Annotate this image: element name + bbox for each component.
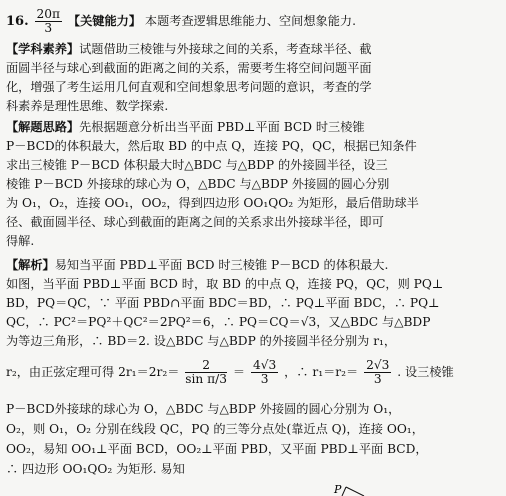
formula-line — [6, 352, 502, 392]
approach-tag: 【解题思路】 — [6, 120, 80, 134]
formula-fraction-1 — [185, 359, 227, 386]
question-number: 16. — [6, 14, 29, 29]
key-ability-text: 本题考查逻辑思维能力、空间想象能力. — [144, 14, 356, 28]
key-ability-tag: 【关键能力】 — [67, 14, 142, 28]
solution-line-3: BD，PQ＝QC，∵ 平面 PBD∩平面 BDC＝BD，∴ PQ⊥平面 BDC，∴ PQ⊥ — [6, 296, 440, 310]
approach-line-3: 求出三棱锥 P－BCD 体积最大时△BDC 与△BDP 的外接圆半径，设三 — [6, 158, 388, 172]
literacy-text-1: 试题借助三棱锥与外接球之间的关系，考查球半径、截 — [79, 42, 372, 56]
approach-line-7: 得解. — [6, 234, 35, 248]
literacy-line-3: 化，增强了考生运用几何直观和空间想象思考问题的意识，考查的学 — [6, 80, 372, 94]
figure-edge — [346, 487, 364, 496]
literacy-line-2: 面圆半径与球心到截面的距离之间的关系，需要考生将空间问题平面 — [6, 61, 372, 75]
solution-line-5: 为等边三角形，∴ BD＝2. 设△BDC 与△BDP 的外接圆半径分别为 r₁， — [6, 334, 397, 348]
solution-line-1 — [6, 256, 502, 274]
solution-line-2: 如图，当平面 PBD⊥平面 BCD 时，取 BD 的中点 Q，连接 PQ，QC，则 PQ⊥ — [6, 277, 444, 291]
approach-text-1: 先根据题意分析出当平面 PBD⊥平面 BCD 时三棱锥 — [79, 120, 365, 134]
formula-suffix: . 设三棱锥 — [397, 365, 454, 379]
solution-tag: 【解析】 — [6, 258, 55, 272]
literacy-line-1 — [6, 40, 502, 58]
approach-line-2: P－BCD的体积最大，然后取 BD 的中点 Q，连接 PQ，QC，根据已知条件 — [6, 139, 417, 153]
formula-frac3-den: 3 — [373, 372, 382, 386]
formula-frac1-den: sin π/3 — [185, 372, 228, 386]
solution-line-8: OO₂，易知 OO₁⊥平面 BCD，OO₂⊥平面 PBD，又平面 PBD⊥平面 BCD， — [6, 442, 428, 456]
formula-frac1-num: 2 — [185, 359, 227, 373]
approach-line-6: 径、截面圆半径、球心到截面的距离之间的关系求出外接球半径，即可 — [6, 215, 384, 229]
approach-line-4: 棱锥 P－BCD 外接球的球心为 O，△BDC 与△BDP 外接圆的圆心分别 — [6, 177, 390, 191]
formula-fraction-3 — [364, 359, 391, 386]
formula-frac3-num: 2√3 — [366, 358, 390, 372]
formula-mid: ，∴ r₁＝r₂＝ — [284, 365, 359, 379]
formula-frac2-den: 3 — [260, 372, 269, 386]
solution-line-6: P－BCD外接球的球心为 O，△BDC 与△BDP 外接圆的圆心分别为 O₁， — [6, 402, 401, 416]
literacy-line-4: 科素养是理性思维、数学探索. — [6, 99, 169, 113]
tetrahedron-figure — [330, 482, 500, 496]
solution-line-4: QC，∴ PC²＝PQ²＋QC²＝2PQ²＝6，∴ PQ＝CQ＝√3，又△BDC 与△BDP — [6, 315, 431, 329]
question-header — [6, 8, 502, 34]
solution-line-7: O₂，则 O₁，O₂ 分别在线段 QC，PQ 的三等分点处(靠近点 Q)，连接 OO₁， — [6, 422, 424, 436]
answer-numerator: 20π — [36, 8, 61, 21]
approach-line-1 — [6, 118, 502, 136]
figure-label-p: P — [334, 483, 342, 496]
solution-line-9: ∴ 四边形 OO₁QO₂ 为矩形. 易知 — [6, 462, 185, 476]
answer-fraction — [35, 8, 63, 34]
figure-edge — [342, 487, 346, 496]
approach-line-5: 为 O₁，O₂，连接 OO₁，OO₂，得到四边形 OO₁QO₂ 为矩形，最后借助球半 — [6, 196, 419, 210]
solution-text-1: 易知当平面 PBD⊥平面 BCD 时三棱锥 P－BCD 的体积最大. — [54, 258, 389, 272]
answer-denominator: 3 — [44, 21, 53, 34]
formula-fraction-2 — [251, 359, 278, 386]
literacy-tag: 【学科素养】 — [6, 42, 80, 56]
formula-prefix: r₂，由正弦定理可得 2r₁＝2r₂＝ — [6, 365, 180, 379]
formula-equals: ＝ — [232, 365, 246, 379]
formula-frac2-num: 4√3 — [252, 358, 277, 372]
